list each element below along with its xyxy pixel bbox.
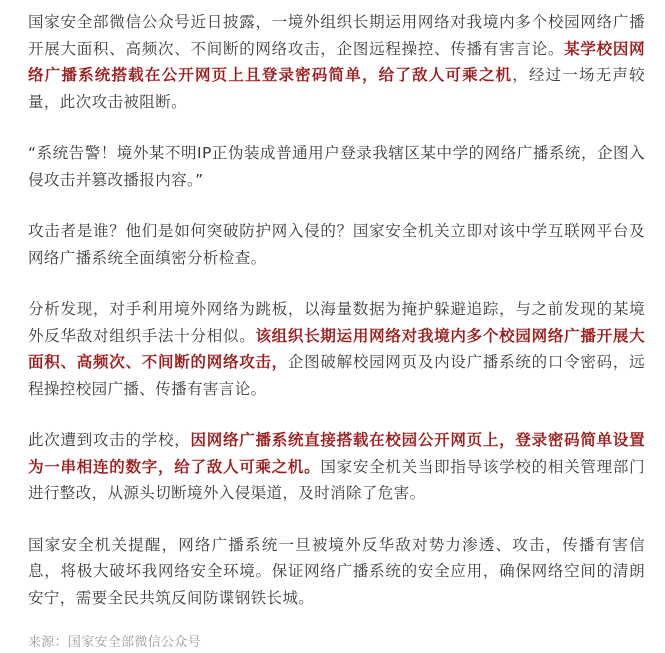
- emphasis-text: 某学校因网络广播系统搭载在公开网页上且登录密码简单，给了敌人可乘之机: [28, 39, 645, 84]
- paragraph-text: 企图破解校园网页及内设广播系统的口令密码，远程操控校园广播、传播有害言论。: [28, 353, 645, 398]
- paragraph-reminder: [28, 532, 645, 612]
- paragraph-analysis: [28, 296, 645, 402]
- paragraph-text: 分析发现，对手利用境外网络为跳板，以海量数据为掩护躲避追踪，与之前发现的某境外反华敌对组织手法十分相似。: [28, 300, 645, 345]
- paragraph-text: 此次遭到攻击的学校，: [28, 431, 191, 449]
- paragraph-text: 攻击者是谁？他们是如何突破防护网入侵的？国家安全机关立即对该中学互联网平台及网络广播系统全面缜密分析检查。: [28, 222, 645, 267]
- paragraph-text: 国家安全部微信公众号近日披露，一境外组织长期运用网络对我境内多个校园网络广播开展大面积、高频次、不间断的网络攻击，企图远程操控、传播有害言论。: [28, 13, 645, 58]
- source-attribution: 来源：国家安全部微信公众号: [28, 635, 201, 650]
- emphasis-text: 该组织长期运用网络对我境内多个校园网络广播开展大面积、高频次、不间断的网络攻击，: [28, 326, 645, 371]
- paragraph-text: ，经过一场无声较量，此次攻击被阻断。: [28, 66, 645, 111]
- paragraph-text: “系统告警！境外某不明IP正伪装成普通用户登录我辖区某中学的网络广播系统，企图入侵攻击并篡改播报内容。”: [28, 144, 645, 189]
- paragraph-alert-quote: [28, 140, 645, 193]
- emphasis-text: 因网络广播系统直接搭载在校园公开网页上，登录密码简单设置为一串相连的数字，给了敌人可乘之机。: [28, 431, 645, 476]
- paragraph-text: 国家安全机关当即指导该学校的相关管理部门进行整改，从源头切断境外入侵渠道，及时消除了危害。: [28, 457, 645, 502]
- paragraph-school-attack: [28, 427, 645, 507]
- paragraph-question: [28, 218, 645, 271]
- paragraph-text: 国家安全机关提醒，网络广播系统一旦被境外反华敌对势力渗透、攻击，传播有害信息，将极大破坏我网络安全环境。保证网络广播系统的安全应用，确保网络空间的清朗安宁，需要全民共筑反间防谍钢铁长城。: [28, 535, 645, 607]
- paragraph-intro: [28, 9, 645, 115]
